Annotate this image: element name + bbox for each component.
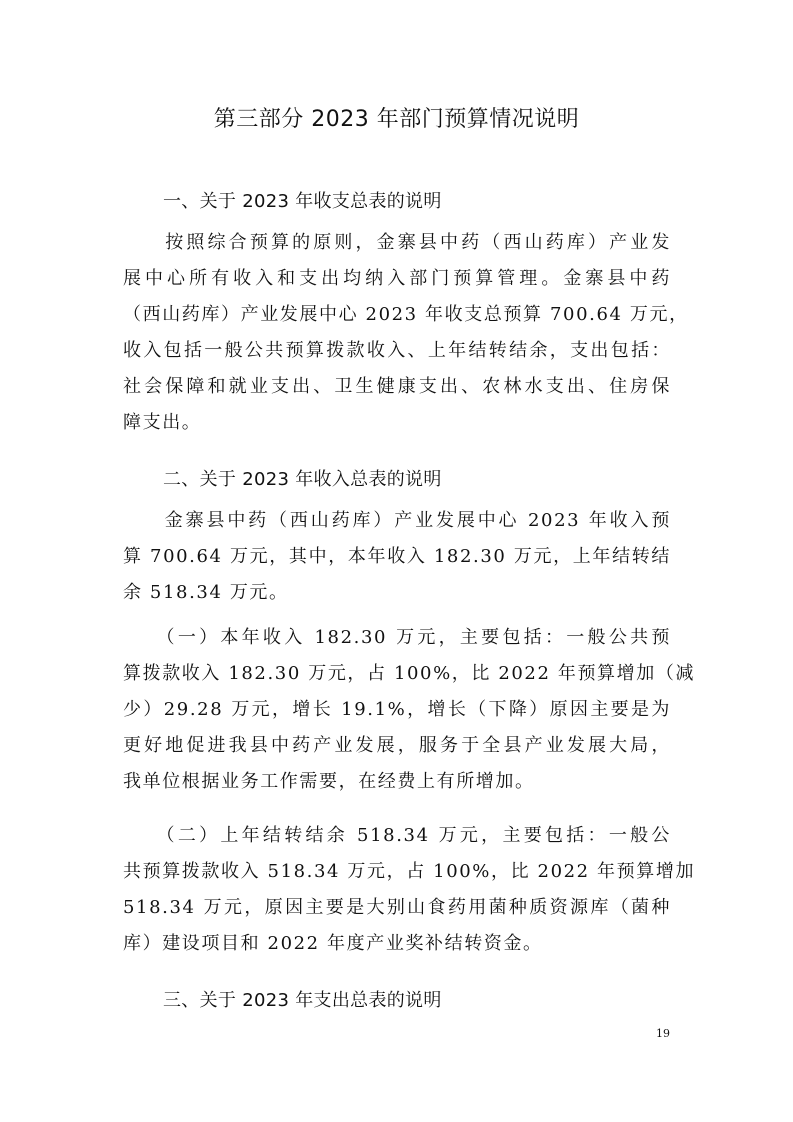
paragraph-line: 518.34 万元，原因主要是大别山食药用菌种质资源库（菌种 bbox=[123, 897, 671, 918]
section-2-heading: 二、关于 2023 年收入总表的说明 bbox=[163, 469, 442, 490]
paragraph-line: 少）29.28 万元，增长 19.1%，增长（下降）原因主要是为 bbox=[123, 699, 671, 720]
paragraph-line: 共预算拨款收入 518.34 万元，占 100%，比 2022 年预算增加 bbox=[123, 861, 696, 882]
paragraph-line: 库）建设项目和 2022 年度产业奖补结转资金。 bbox=[123, 933, 543, 954]
paragraph-line: 余 518.34 万元。 bbox=[123, 582, 289, 603]
page-title: 第三部分 2023 年部门预算情况说明 bbox=[213, 107, 580, 132]
paragraph-line: （西山药库）产业发展中心 2023 年收支总预算 700.64 万元， bbox=[123, 304, 689, 325]
paragraph-line: （一）本年收入 182.30 万元，主要包括：一般公共预 bbox=[123, 627, 671, 648]
paragraph-line: 算 700.64 万元，其中，本年收入 182.30 万元，上年结转结 bbox=[123, 546, 671, 567]
section-1-heading: 一、关于 2023 年收支总表的说明 bbox=[163, 191, 442, 212]
page-number: 19 bbox=[656, 1027, 670, 1040]
paragraph-line: 按照综合预算的原则，金寨县中药（西山药库）产业发 bbox=[123, 232, 671, 253]
paragraph-line: 算拨款收入 182.30 万元，占 100%，比 2022 年预算增加（减 bbox=[123, 663, 696, 684]
section-2-paragraph-1 bbox=[123, 503, 671, 611]
paragraph-line: 我单位根据业务工作需要，在经费上有所增加。 bbox=[123, 771, 535, 792]
section-1-paragraph bbox=[123, 225, 689, 441]
paragraph-line: （二）上年结转结余 518.34 万元，主要包括：一般公 bbox=[123, 825, 671, 846]
section-3-heading: 三、关于 2023 年支出总表的说明 bbox=[163, 990, 442, 1011]
section-2-paragraph-3 bbox=[123, 818, 696, 962]
section-2-paragraph-2 bbox=[123, 620, 696, 800]
paragraph-line: 障支出。 bbox=[123, 412, 202, 433]
paragraph-line: 金寨县中药（西山药库）产业发展中心 2023 年收入预 bbox=[123, 510, 671, 531]
paragraph-line: 收入包括一般公共预算拨款收入、上年结转结余，支出包括： bbox=[123, 340, 671, 361]
paragraph-line: 展中心所有收入和支出均纳入部门预算管理。金寨县中药 bbox=[123, 268, 671, 289]
paragraph-line: 更好地促进我县中药产业发展，服务于全县产业发展大局， bbox=[123, 735, 671, 756]
paragraph-line: 社会保障和就业支出、卫生健康支出、农林水支出、住房保 bbox=[123, 376, 671, 397]
